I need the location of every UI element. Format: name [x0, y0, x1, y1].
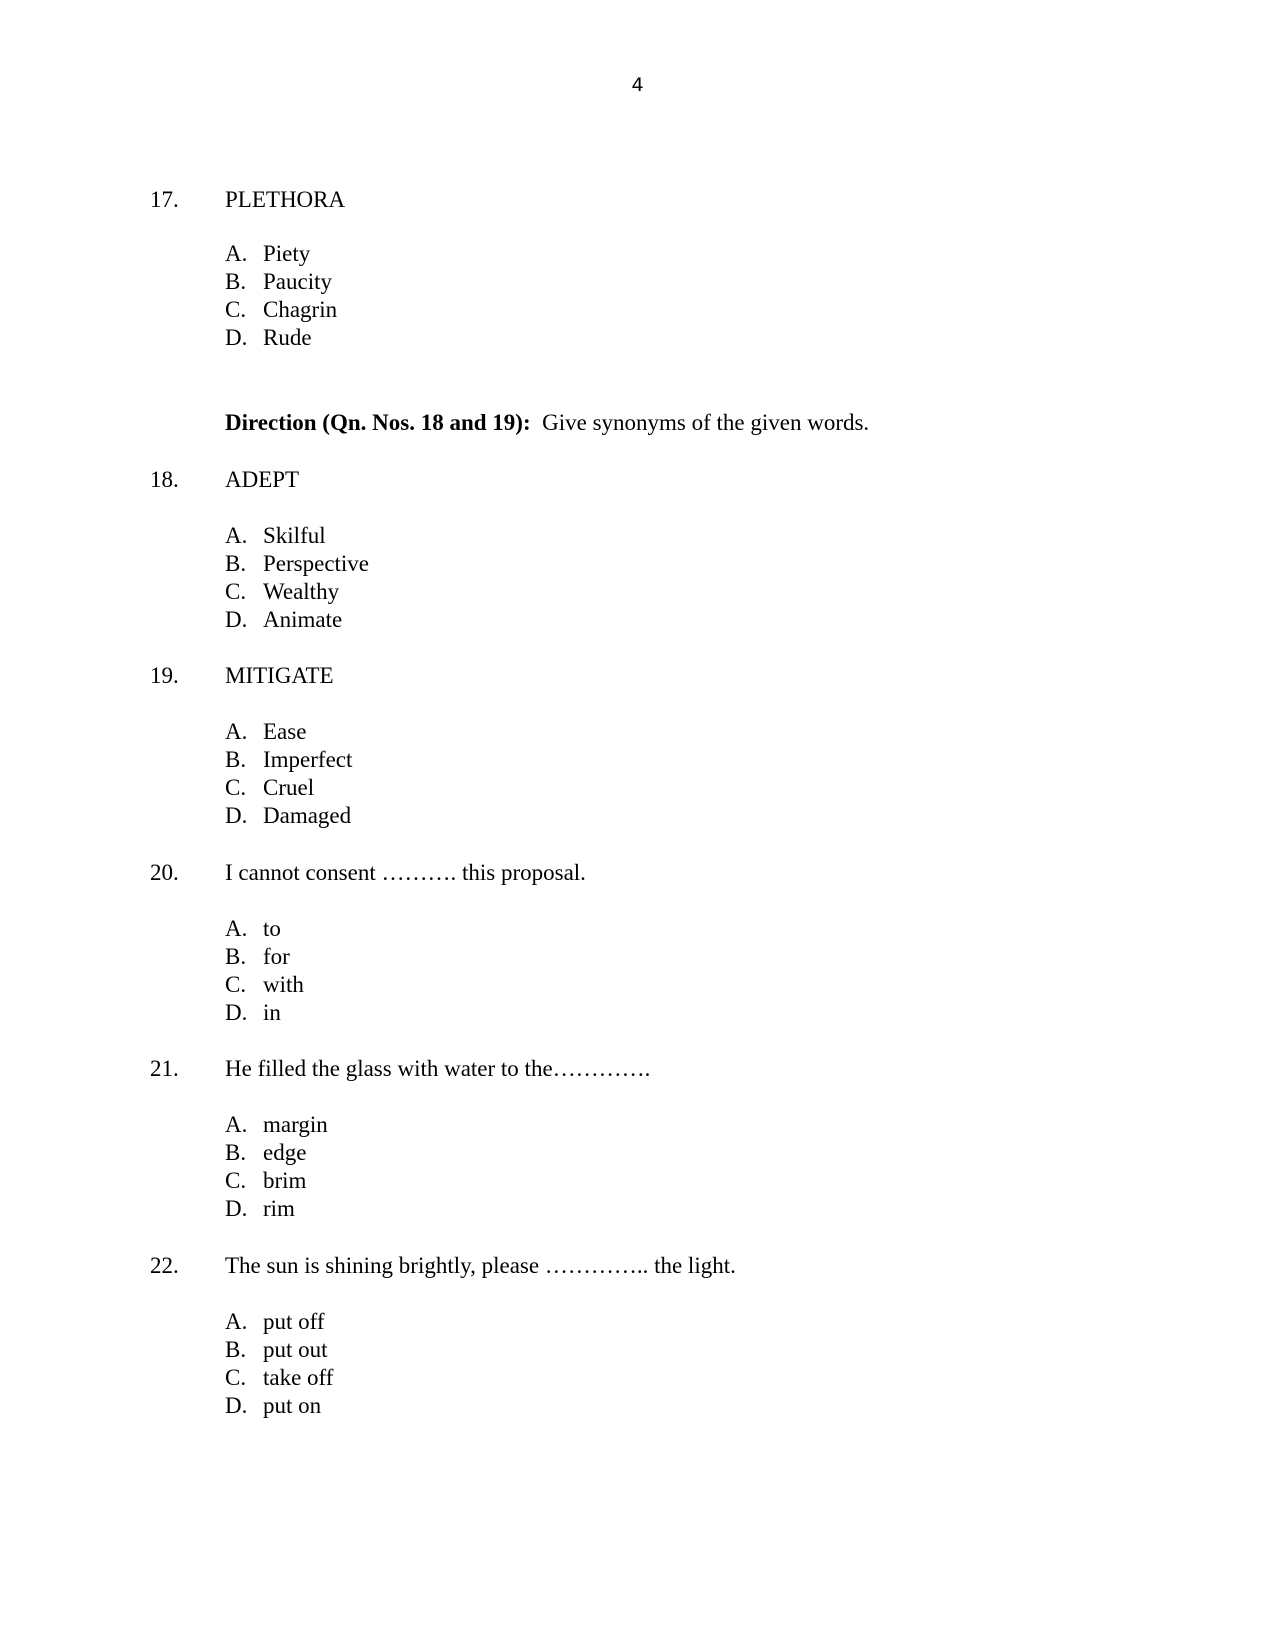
- option: [225, 718, 306, 746]
- option: [225, 943, 290, 971]
- option-letter: A.: [225, 719, 248, 744]
- option-letter: C.: [225, 1168, 247, 1193]
- option-letter: A.: [225, 1112, 248, 1137]
- option: [225, 1364, 333, 1392]
- option-letter: B.: [225, 1337, 247, 1362]
- option: [225, 746, 352, 774]
- option-text: with: [263, 972, 304, 997]
- option: [225, 324, 312, 352]
- question-number: 21.: [150, 1056, 179, 1081]
- question-number: 17.: [150, 187, 179, 212]
- option: [225, 1139, 306, 1167]
- option-text: in: [263, 1000, 281, 1025]
- question-text: MITIGATE: [225, 663, 334, 688]
- option-text: Paucity: [263, 269, 332, 294]
- option-text: Animate: [263, 607, 343, 632]
- option: [225, 1336, 328, 1364]
- option-text: Damaged: [263, 803, 352, 828]
- option: [225, 522, 326, 550]
- option-letter: B.: [225, 944, 247, 969]
- option-text: Imperfect: [263, 747, 353, 772]
- question-number: 18.: [150, 467, 179, 492]
- question-number: 22.: [150, 1253, 179, 1278]
- option-letter: C.: [225, 579, 247, 604]
- option-letter: D.: [225, 803, 248, 828]
- option: [225, 1308, 325, 1336]
- option: [225, 296, 337, 324]
- option: [225, 915, 281, 943]
- option-text: rim: [263, 1196, 295, 1221]
- option-letter: C.: [225, 297, 247, 322]
- option-text: put on: [263, 1393, 322, 1418]
- option: [225, 971, 304, 999]
- option-letter: B.: [225, 269, 247, 294]
- option: [225, 774, 314, 802]
- option-text: Perspective: [263, 551, 370, 576]
- question-text: PLETHORA: [225, 187, 346, 212]
- option-letter: D.: [225, 325, 248, 350]
- option-text: Rude: [263, 325, 312, 350]
- option-text: Ease: [263, 719, 307, 744]
- option: [225, 802, 351, 830]
- question-number: 20.: [150, 860, 179, 885]
- question-text: ADEPT: [225, 467, 300, 492]
- option-letter: D.: [225, 1393, 248, 1418]
- question-text: I cannot consent ………. this proposal.: [225, 860, 586, 885]
- option: [225, 240, 310, 268]
- option: [225, 1111, 328, 1139]
- option-text: brim: [263, 1168, 307, 1193]
- option: [225, 999, 281, 1027]
- option-text: edge: [263, 1140, 307, 1165]
- option: [225, 550, 369, 578]
- option-text: Piety: [263, 241, 311, 266]
- option-text: margin: [263, 1112, 328, 1137]
- option-text: take off: [263, 1365, 334, 1390]
- question-text: The sun is shining brightly, please ………….. the light.: [225, 1253, 736, 1278]
- option-letter: B.: [225, 1140, 247, 1165]
- option-letter: A.: [225, 523, 248, 548]
- option-text: Chagrin: [263, 297, 338, 322]
- option: [225, 578, 339, 606]
- direction-label: Direction (Qn. Nos. 18 and 19):: [225, 410, 531, 435]
- question-text: He filled the glass with water to the………….: [225, 1056, 651, 1081]
- option-text: Skilful: [263, 523, 326, 548]
- option: [225, 1167, 306, 1195]
- option: [225, 268, 332, 296]
- option-letter: B.: [225, 551, 247, 576]
- option-letter: A.: [225, 1309, 248, 1334]
- option-letter: D.: [225, 607, 248, 632]
- option-letter: D.: [225, 1000, 248, 1025]
- option-text: put off: [263, 1309, 325, 1334]
- option-letter: C.: [225, 775, 247, 800]
- option: [225, 606, 342, 634]
- option: [225, 1195, 295, 1223]
- option-text: Wealthy: [263, 579, 340, 604]
- question-number: 19.: [150, 663, 179, 688]
- option-text: put out: [263, 1337, 328, 1362]
- option-letter: A.: [225, 916, 248, 941]
- option-letter: A.: [225, 241, 248, 266]
- option-text: to: [263, 916, 281, 941]
- option: [225, 1392, 321, 1420]
- option-text: Cruel: [263, 775, 315, 800]
- option-letter: D.: [225, 1196, 248, 1221]
- option-letter: B.: [225, 747, 247, 772]
- option-letter: C.: [225, 1365, 247, 1390]
- option-letter: C.: [225, 972, 247, 997]
- direction-text: Give synonyms of the given words.: [542, 410, 870, 435]
- page-number: 4: [631, 74, 644, 96]
- option-text: for: [263, 944, 290, 969]
- direction-line: [225, 409, 869, 437]
